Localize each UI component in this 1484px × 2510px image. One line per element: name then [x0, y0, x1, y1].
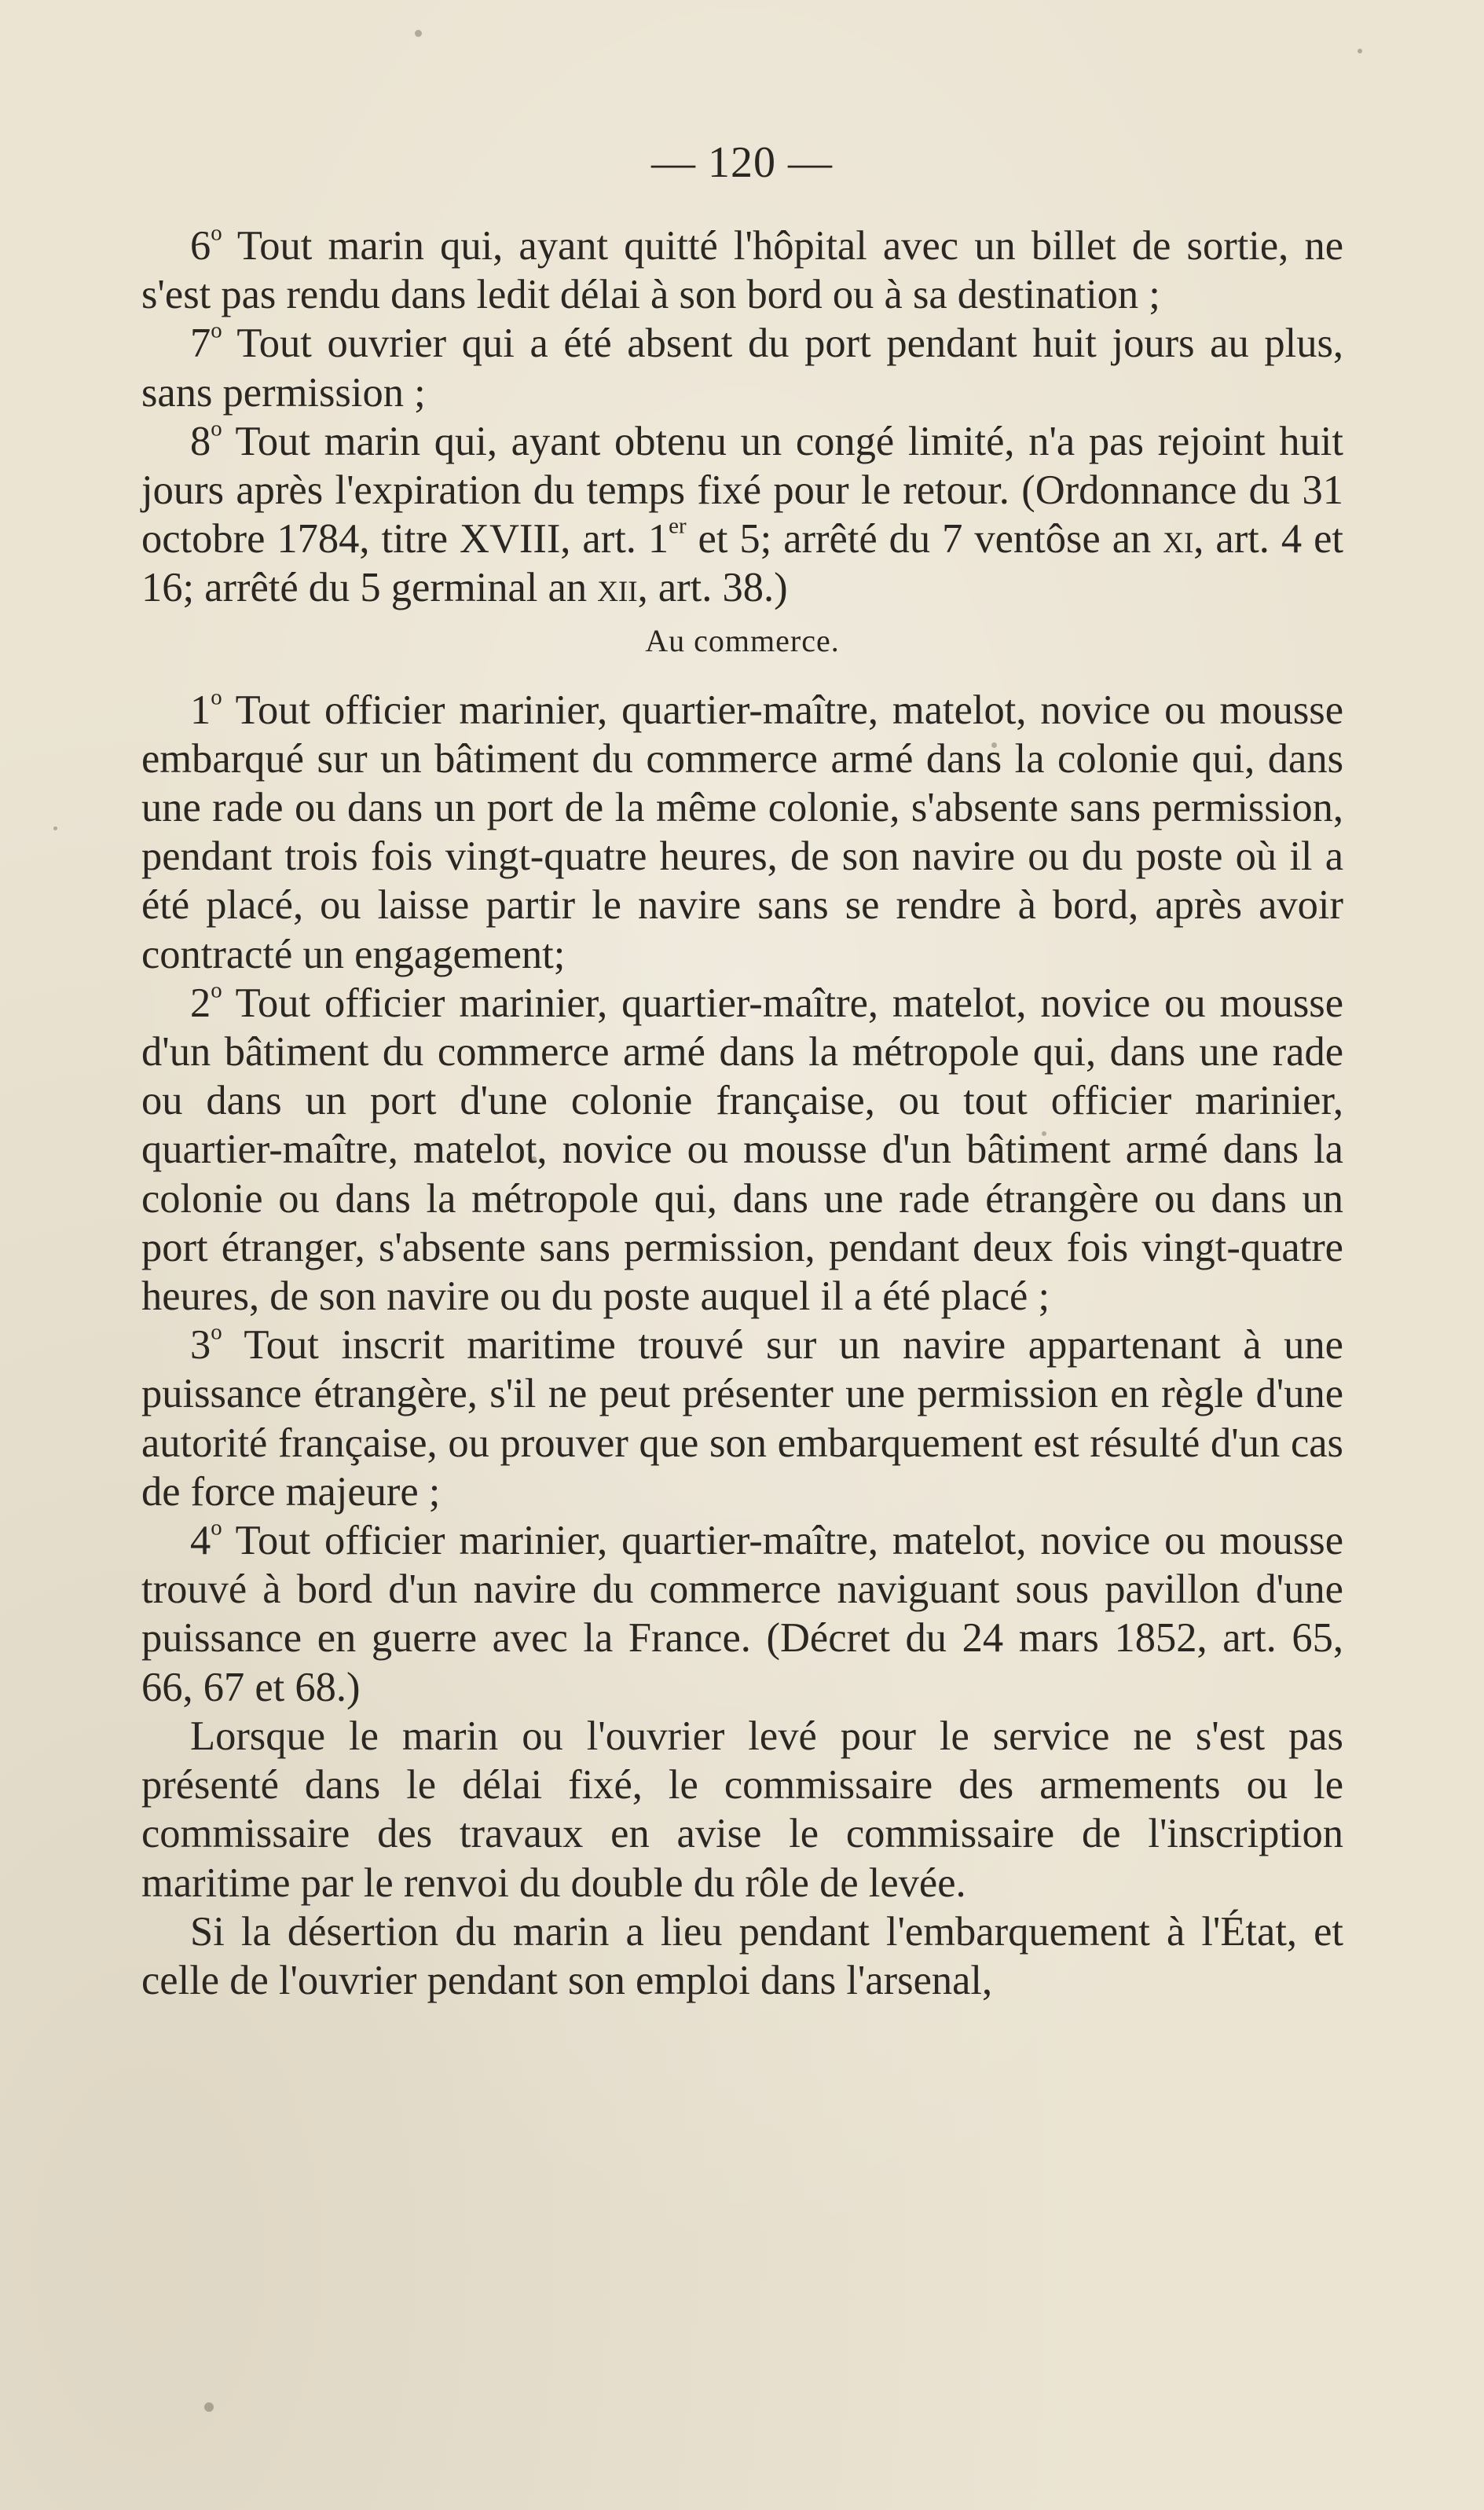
paragraph-text: , art. 4 et 16; arrêté du 5 germinal an	[141, 516, 1343, 611]
paper-speck	[531, 1156, 537, 1162]
item-ordinal: o	[211, 317, 222, 343]
item-number: 6	[190, 223, 211, 269]
paper-speck	[991, 742, 997, 748]
item-ordinal: o	[211, 220, 222, 246]
paragraph-text: Tout inscrit maritime trouvé sur un navire appartenant à une puissance étrangère, s'il ne peut présenter une permission en règle d'une autorité française, ou prouver que son embarquement est résulté d'un cas de force majeure ;	[141, 1322, 1343, 1515]
paragraph-text: Tout ouvrier qui a été absent du port pendant huit jours au plus, sans permission ;	[141, 321, 1343, 416]
paragraph-item-6	[141, 222, 1343, 319]
superscript-er: er	[669, 513, 687, 539]
closing-paragraph: Lorsque le marin ou l'ouvrier levé pour le service ne s'est pas présenté dans le délai fixé, le commissaire des armements ou le commissaire des travaux en avise le commissaire de l'inscription maritime par le renvoi du double du rôle de levée.	[141, 1713, 1343, 1906]
body-text	[141, 222, 1343, 2005]
paragraph-item-7	[141, 319, 1343, 416]
paragraph-text: Tout marin qui, ayant quitté l'hôpital avec un billet de sortie, ne s'est pas rendu dans ledit délai à son bord ou à sa destination ;	[141, 223, 1343, 318]
item-number: 2	[190, 980, 211, 1026]
item-number: 1	[190, 687, 211, 733]
commerce-item-3	[141, 1321, 1343, 1516]
paragraph-text: Tout officier marinier, quartier-maître, matelot, novice ou mousse trouvé à bord d'un navire du commerce naviguant sous pavillon d'une puissance en guerre avec la France. (Décret du 24 mars 1852, art. 65, 66, 67 et 68.)	[141, 1518, 1343, 1710]
item-ordinal: o	[211, 1319, 222, 1345]
page-number: — 120 —	[651, 138, 833, 187]
item-number: 3	[190, 1322, 211, 1369]
paragraph-text: Tout marin qui, ayant obtenu un congé limité, n'a pas rejoint huit jours après l'expiration du temps fixé pour le retour. (Ordonnance du 31 octobre 1784, titre XVIII, art. 1	[141, 418, 1343, 562]
paper-speck	[415, 30, 422, 37]
paragraph-text: , art. 38.)	[637, 565, 788, 611]
commerce-item-4	[141, 1516, 1343, 1712]
paragraph-text: Tout officier marinier, quartier-maître, matelot, novice ou mousse d'un bâtiment du commerce armé dans la métropole qui, dans une rade ou dans un port d'une colonie française, ou tout officier marinier, quartier-maître, matelot, novice ou mousse d'un bâtiment armé dans la colonie ou dans la métropole qui, dans une rade étrangère ou dans un port étranger, s'absente sans permission, pendant deux fois vingt-quatre heures, de son navire ou du poste auquel il a été placé ;	[141, 980, 1343, 1320]
paper-speck	[204, 2402, 214, 2412]
item-ordinal: o	[211, 684, 222, 710]
paper-speck	[53, 826, 57, 830]
paragraph-item-8	[141, 417, 1343, 613]
paragraph-text: Tout officier marinier, quartier-maître, matelot, novice ou mousse embarqué sur un bâtiment du commerce armé dans la colonie qui, dans une rade ou dans un port de la même colonie, s'absente sans permission, pendant trois fois vingt-quatre heures, de son navire ou du poste où il a été placé, ou laisse partir le navire sans se rendre à bord, après avoir contracté un engagement;	[141, 687, 1343, 977]
item-number: 7	[190, 321, 211, 367]
roman-numeral: xii	[597, 565, 638, 611]
paragraph-text: et 5; arrêté du 7 ventôse an	[686, 516, 1163, 562]
commerce-item-1	[141, 686, 1343, 979]
section-heading: Au commerce.	[645, 622, 840, 658]
roman-numeral: xi	[1163, 516, 1194, 562]
paper-speck	[1042, 1131, 1046, 1136]
item-number: 4	[190, 1518, 211, 1564]
item-ordinal: o	[211, 416, 222, 442]
closing-paragraph: Si la désertion du marin a lieu pendant l'embarquement à l'État, et celle de l'ouvrier pendant son emploi dans l'arsenal,	[141, 1908, 1343, 2003]
paper-speck	[1358, 49, 1362, 53]
item-ordinal: o	[211, 1515, 222, 1541]
commerce-item-2	[141, 979, 1343, 1321]
item-ordinal: o	[211, 977, 222, 1003]
item-number: 8	[190, 418, 211, 464]
